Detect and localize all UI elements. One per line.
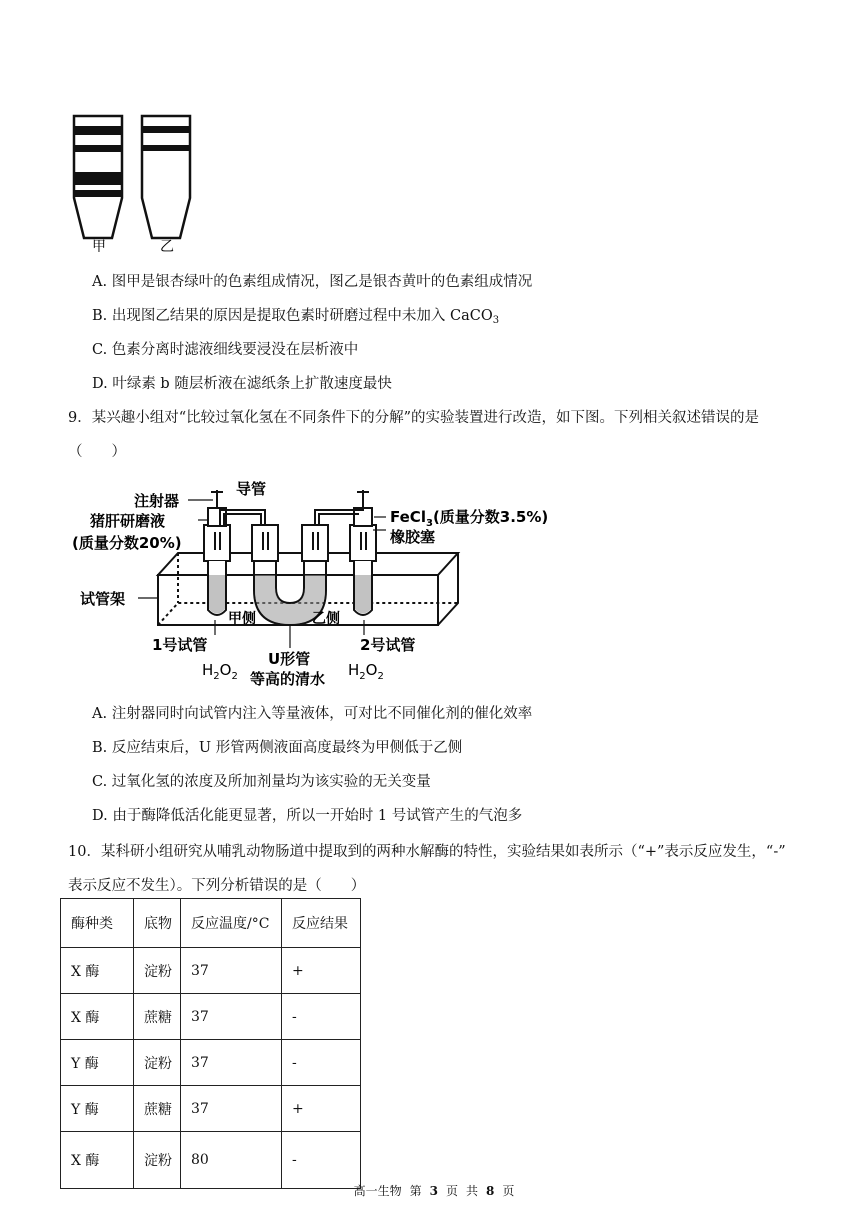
label-side-yi: 乙侧 [312,611,340,627]
tube-right-middle [302,525,328,561]
q9-stem-paren: （ ） [68,444,126,460]
label-liver: 猪肝研磨液 [90,512,166,530]
label-syringe: 注射器 [134,492,180,510]
q8-option-d: D. 叶绿素 b 随层析液在滤纸条上扩散速度最快 [92,376,392,392]
header-substrate: 底物 [134,899,181,948]
strip-yi [142,116,190,238]
strip-jia [74,116,122,238]
total-pages: 8 [486,1184,495,1198]
table-row: X 酶 淀粉 37 + [61,948,361,994]
table-row: X 酶 蔗糖 37 - [61,994,361,1040]
conduit [220,508,363,525]
tube-1 [204,525,230,615]
q10-stem: 10．某科研小组研究从哺乳动物肠道中提取到的两种水解酶的特性，实验结果如表所示（“+”表示反应发生，“-” [68,844,786,860]
label-rack: 试管架 [80,590,126,608]
chromatography-figure [60,112,230,252]
tube-left-middle [252,525,278,561]
table-row: Y 酶 蔗糖 37 + [61,1086,361,1132]
q10-stem-2: 表示反应不发生）。下列分析错误的是（ ） [68,878,366,894]
q8-option-b: B. 出现图乙结果的原因是提取色素时研磨过程中未加入 CaCO$_3$ [92,308,500,326]
label-yi: 乙 [160,239,174,252]
apparatus-figure [68,470,588,690]
label-h2o2-left: $H_2O_2$ [202,661,238,682]
label-stopper: 橡胶塞 [390,528,436,546]
q9-option-d: D. 由于酶降低活化能更显著，所以一开始时 1 号试管产生的气泡多 [92,808,523,824]
label-fecl3: FeCl$_3$(质量分数3.5%) [390,508,549,529]
label-tube-1: 1号试管 [152,636,208,654]
label-conduit: 导管 [236,480,267,498]
tube-2 [350,525,376,615]
q9-stem: 9．某兴趣小组对“比较过氧化氢在不同条件下的分解”的实验装置进行改造，如下图。下列相关叙述错误的是 [68,410,760,426]
label-tube-2: 2号试管 [360,636,416,654]
q9-option-b: B. 反应结束后，U 形管两侧液面高度最终为甲侧低于乙侧 [92,740,463,756]
label-h2o2-right: $H_2O_2$ [348,661,384,682]
footer-subject: 高一生物 [353,1184,402,1198]
label-side-jia: 甲侧 [228,611,256,627]
label-water: 等高的清水 [250,670,326,688]
header-enzyme: 酶种类 [61,899,134,948]
page-footer: 高一生物 第 3 页 共 8 页 [353,1184,515,1198]
table-row: X 酶 淀粉 80 - [61,1132,361,1189]
page-number: 3 [429,1184,438,1198]
label-utube: U形管 [268,650,311,668]
table-header-row [61,899,361,948]
table-row: Y 酶 淀粉 37 - [61,1040,361,1086]
q9-option-a: A. 注射器同时向试管内注入等量液体，可对比不同催化剂的催化效率 [92,706,533,722]
header-temperature: 反应温度/°C [181,899,282,948]
label-liver-conc: (质量分数20%) [72,534,182,552]
q8-option-a: A. 图甲是银杏绿叶的色素组成情况，图乙是银杏黄叶的色素组成情况 [92,274,533,290]
label-jia: 甲 [92,239,106,252]
header-result: 反应结果 [282,899,361,948]
q9-option-c: C. 过氧化氢的浓度及所加剂量均为该实验的无关变量 [92,774,431,790]
q8-option-c: C. 色素分离时滤液细线要浸没在层析液中 [92,342,359,358]
enzyme-table [60,898,361,1189]
